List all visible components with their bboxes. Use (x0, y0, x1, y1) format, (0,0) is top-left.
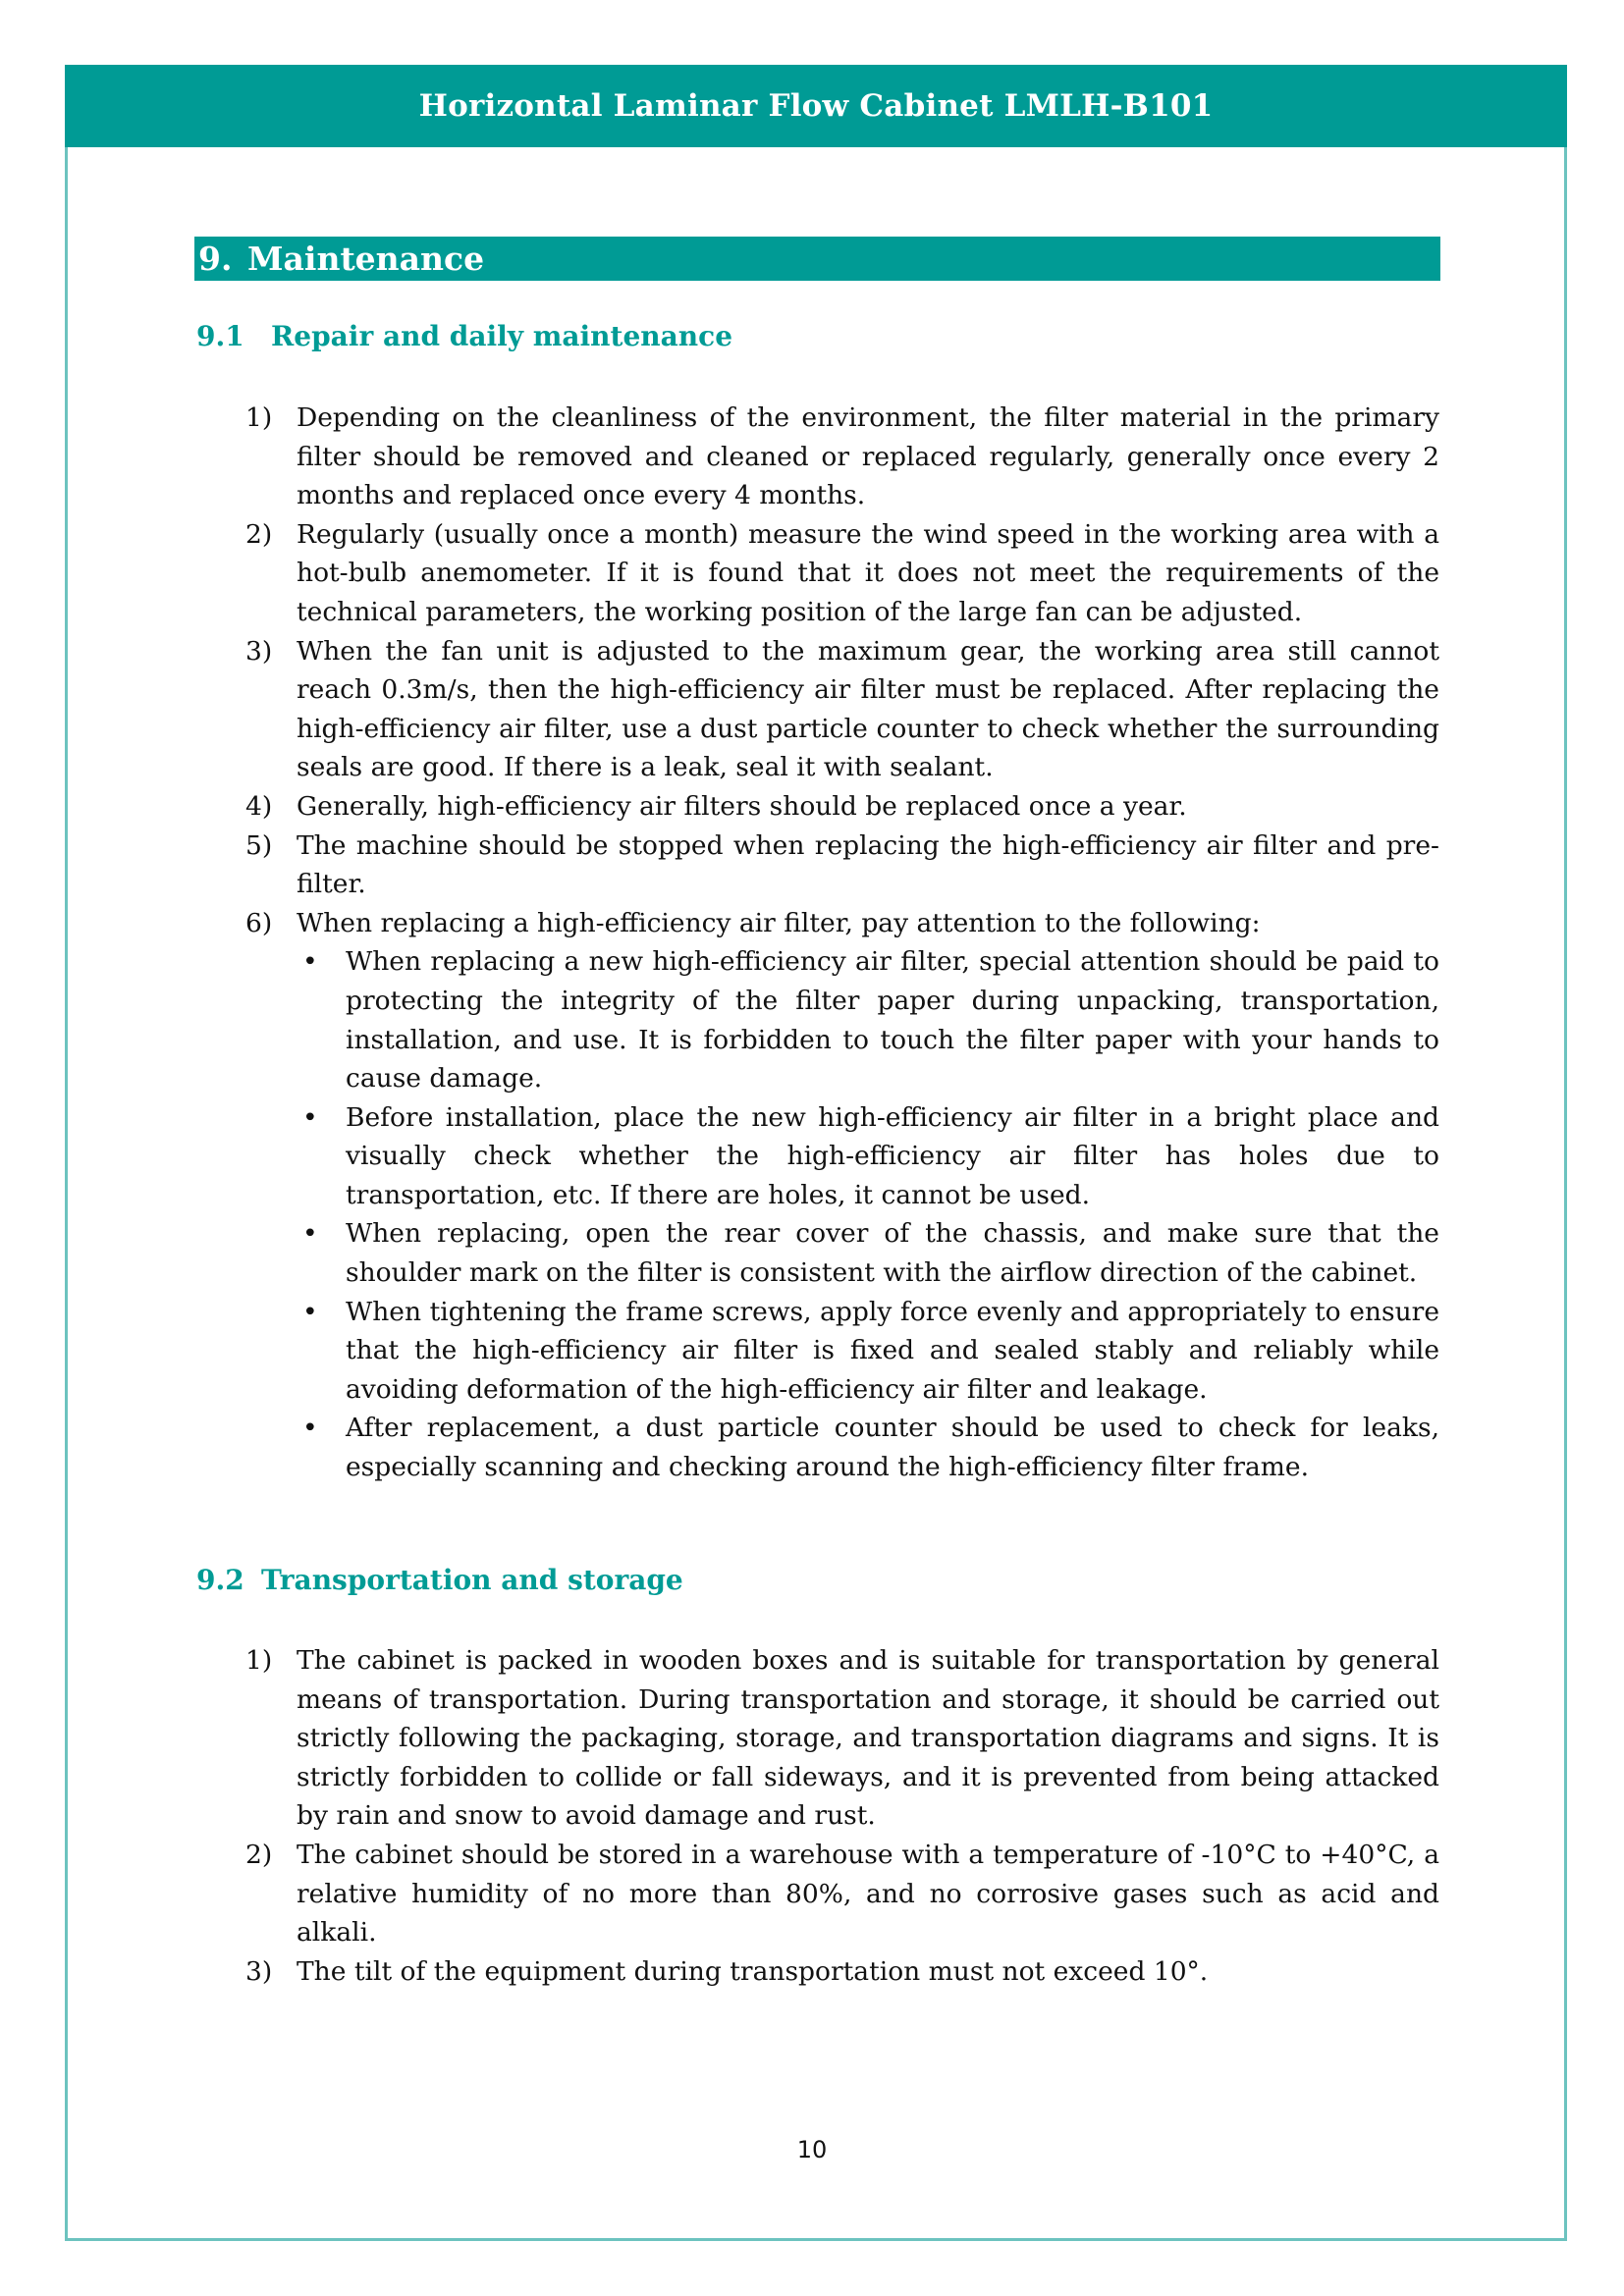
subsection-number: 9.2 (196, 1564, 244, 1596)
list-item-text: The tilt of the equipment during transportation must not exceed 10°. (297, 1955, 1209, 1987)
list-item (236, 1836, 1439, 1952)
list-item-text: Generally, high-efficiency air filters should be replaced once a year. (297, 790, 1187, 822)
list-item-text: When the fan unit is adjusted to the maximum gear, the working area still cannot reach 0.3m/s, then the high-efficiency air filter must be replaced. After replacing the high-efficiency air filter, use a dust particle counter to check whether the surrounding seals are good. If there is a leak, seal it with sealant. (297, 635, 1439, 783)
list-item-number: 5) (245, 829, 273, 861)
bullet-text: After replacement, a dust particle counter should be used to check for leaks, especially scanning and checking around the high-efficiency filter frame. (346, 1413, 1439, 1483)
list-item-number: 3) (245, 1955, 273, 1987)
list-item (236, 632, 1439, 787)
bullet-icon: • (302, 1296, 318, 1327)
repair-list (236, 399, 1439, 1487)
list-item (236, 827, 1439, 904)
bullet-icon: • (302, 1218, 318, 1250)
bullet-text: When tightening the frame screws, apply force evenly and appropriately to ensure that the high-efficiency air filter is fixed and sealed stably and reliably while avoiding deformation of the high-efficiency air filter and leakage. (346, 1296, 1439, 1405)
list-item-text: When replacing a high-efficiency air filter, pay attention to the following: (297, 907, 1261, 938)
list-item (236, 1952, 1439, 1992)
subsection-title: Transportation and storage (261, 1564, 683, 1596)
list-item-text: Depending on the cleanliness of the environment, the filter material in the primary filter should be removed and cleaned or replaced regularly, generally once every 2 months and replaced once every 4 months. (297, 402, 1439, 511)
list-item-number: 4) (245, 790, 273, 822)
bullet-item (236, 1293, 1439, 1410)
list-item-number: 6) (245, 907, 273, 938)
bullet-item (236, 1409, 1439, 1486)
section-heading (194, 237, 1440, 281)
bullet-icon: • (302, 946, 318, 978)
subsection-number: 9.1 (196, 320, 244, 352)
list-item-number: 2) (245, 1839, 273, 1870)
document-header (65, 65, 1567, 147)
list-item-number: 3) (245, 635, 273, 667)
list-item-number: 2) (245, 518, 273, 550)
list-item-text: The cabinet should be stored in a warehouse with a temperature of -10°C to +40°C, a relative humidity of no more than 80%, and no corrosive gases such as acid and alkali. (297, 1839, 1439, 1949)
bullet-list (236, 942, 1439, 1486)
section-number: 9. (198, 240, 233, 278)
list-item-number: 1) (245, 402, 273, 433)
list-item (236, 787, 1439, 827)
list-item (236, 399, 1439, 515)
list-item-text: Regularly (usually once a month) measure the wind speed in the working area with a hot-bulb anemometer. If it is found that it does not meet the requirements of the technical parameters, the working position of the large fan can be adjusted. (297, 518, 1439, 627)
document-title: Horizontal Laminar Flow Cabinet LMLH-B101 (418, 88, 1214, 124)
list-item-number: 1) (245, 1645, 273, 1676)
page-number: 10 (796, 2136, 828, 2163)
bullet-item (236, 942, 1439, 1097)
list-item-text: The cabinet is packed in wooden boxes and is suitable for transportation by general means of transportation. During transportation and storage, it should be carried out strictly following the packaging, storage, and transportation diagrams and signs. It is strictly forbidden to collide or fall sideways, and it is prevented from being attacked by rain and snow to avoid damage and rust. (297, 1645, 1439, 1832)
bullet-item (236, 1098, 1439, 1215)
subsection-heading-repair (196, 320, 732, 352)
bullet-text: Before installation, place the new high-efficiency air filter in a bright place and visually check whether the high-efficiency air filter has holes due to transportation, etc. If there are holes, it cannot be used. (346, 1101, 1439, 1210)
bullet-item (236, 1214, 1439, 1292)
subsection-heading-transport (196, 1564, 683, 1596)
bullet-icon: • (302, 1413, 318, 1444)
bullet-text: When replacing a new high-efficiency air filter, special attention should be paid to protecting the integrity of the filter paper during unpacking, transportation, installation, and use. It is forbidden to touch the filter paper with your hands to cause damage. (346, 946, 1439, 1095)
list-item (236, 515, 1439, 632)
bullet-icon: • (302, 1101, 318, 1133)
list-item-text: The machine should be stopped when replacing the high-efficiency air filter and pre-filter. (297, 829, 1439, 900)
list-item (236, 1641, 1439, 1836)
list-item (236, 904, 1439, 943)
subsection-title: Repair and daily maintenance (271, 320, 733, 352)
section-title: Maintenance (247, 240, 485, 278)
bullet-text: When replacing, open the rear cover of the chassis, and make sure that the shoulder mark on the filter is consistent with the airflow direction of the cabinet. (346, 1218, 1439, 1289)
transport-list (236, 1641, 1439, 1991)
